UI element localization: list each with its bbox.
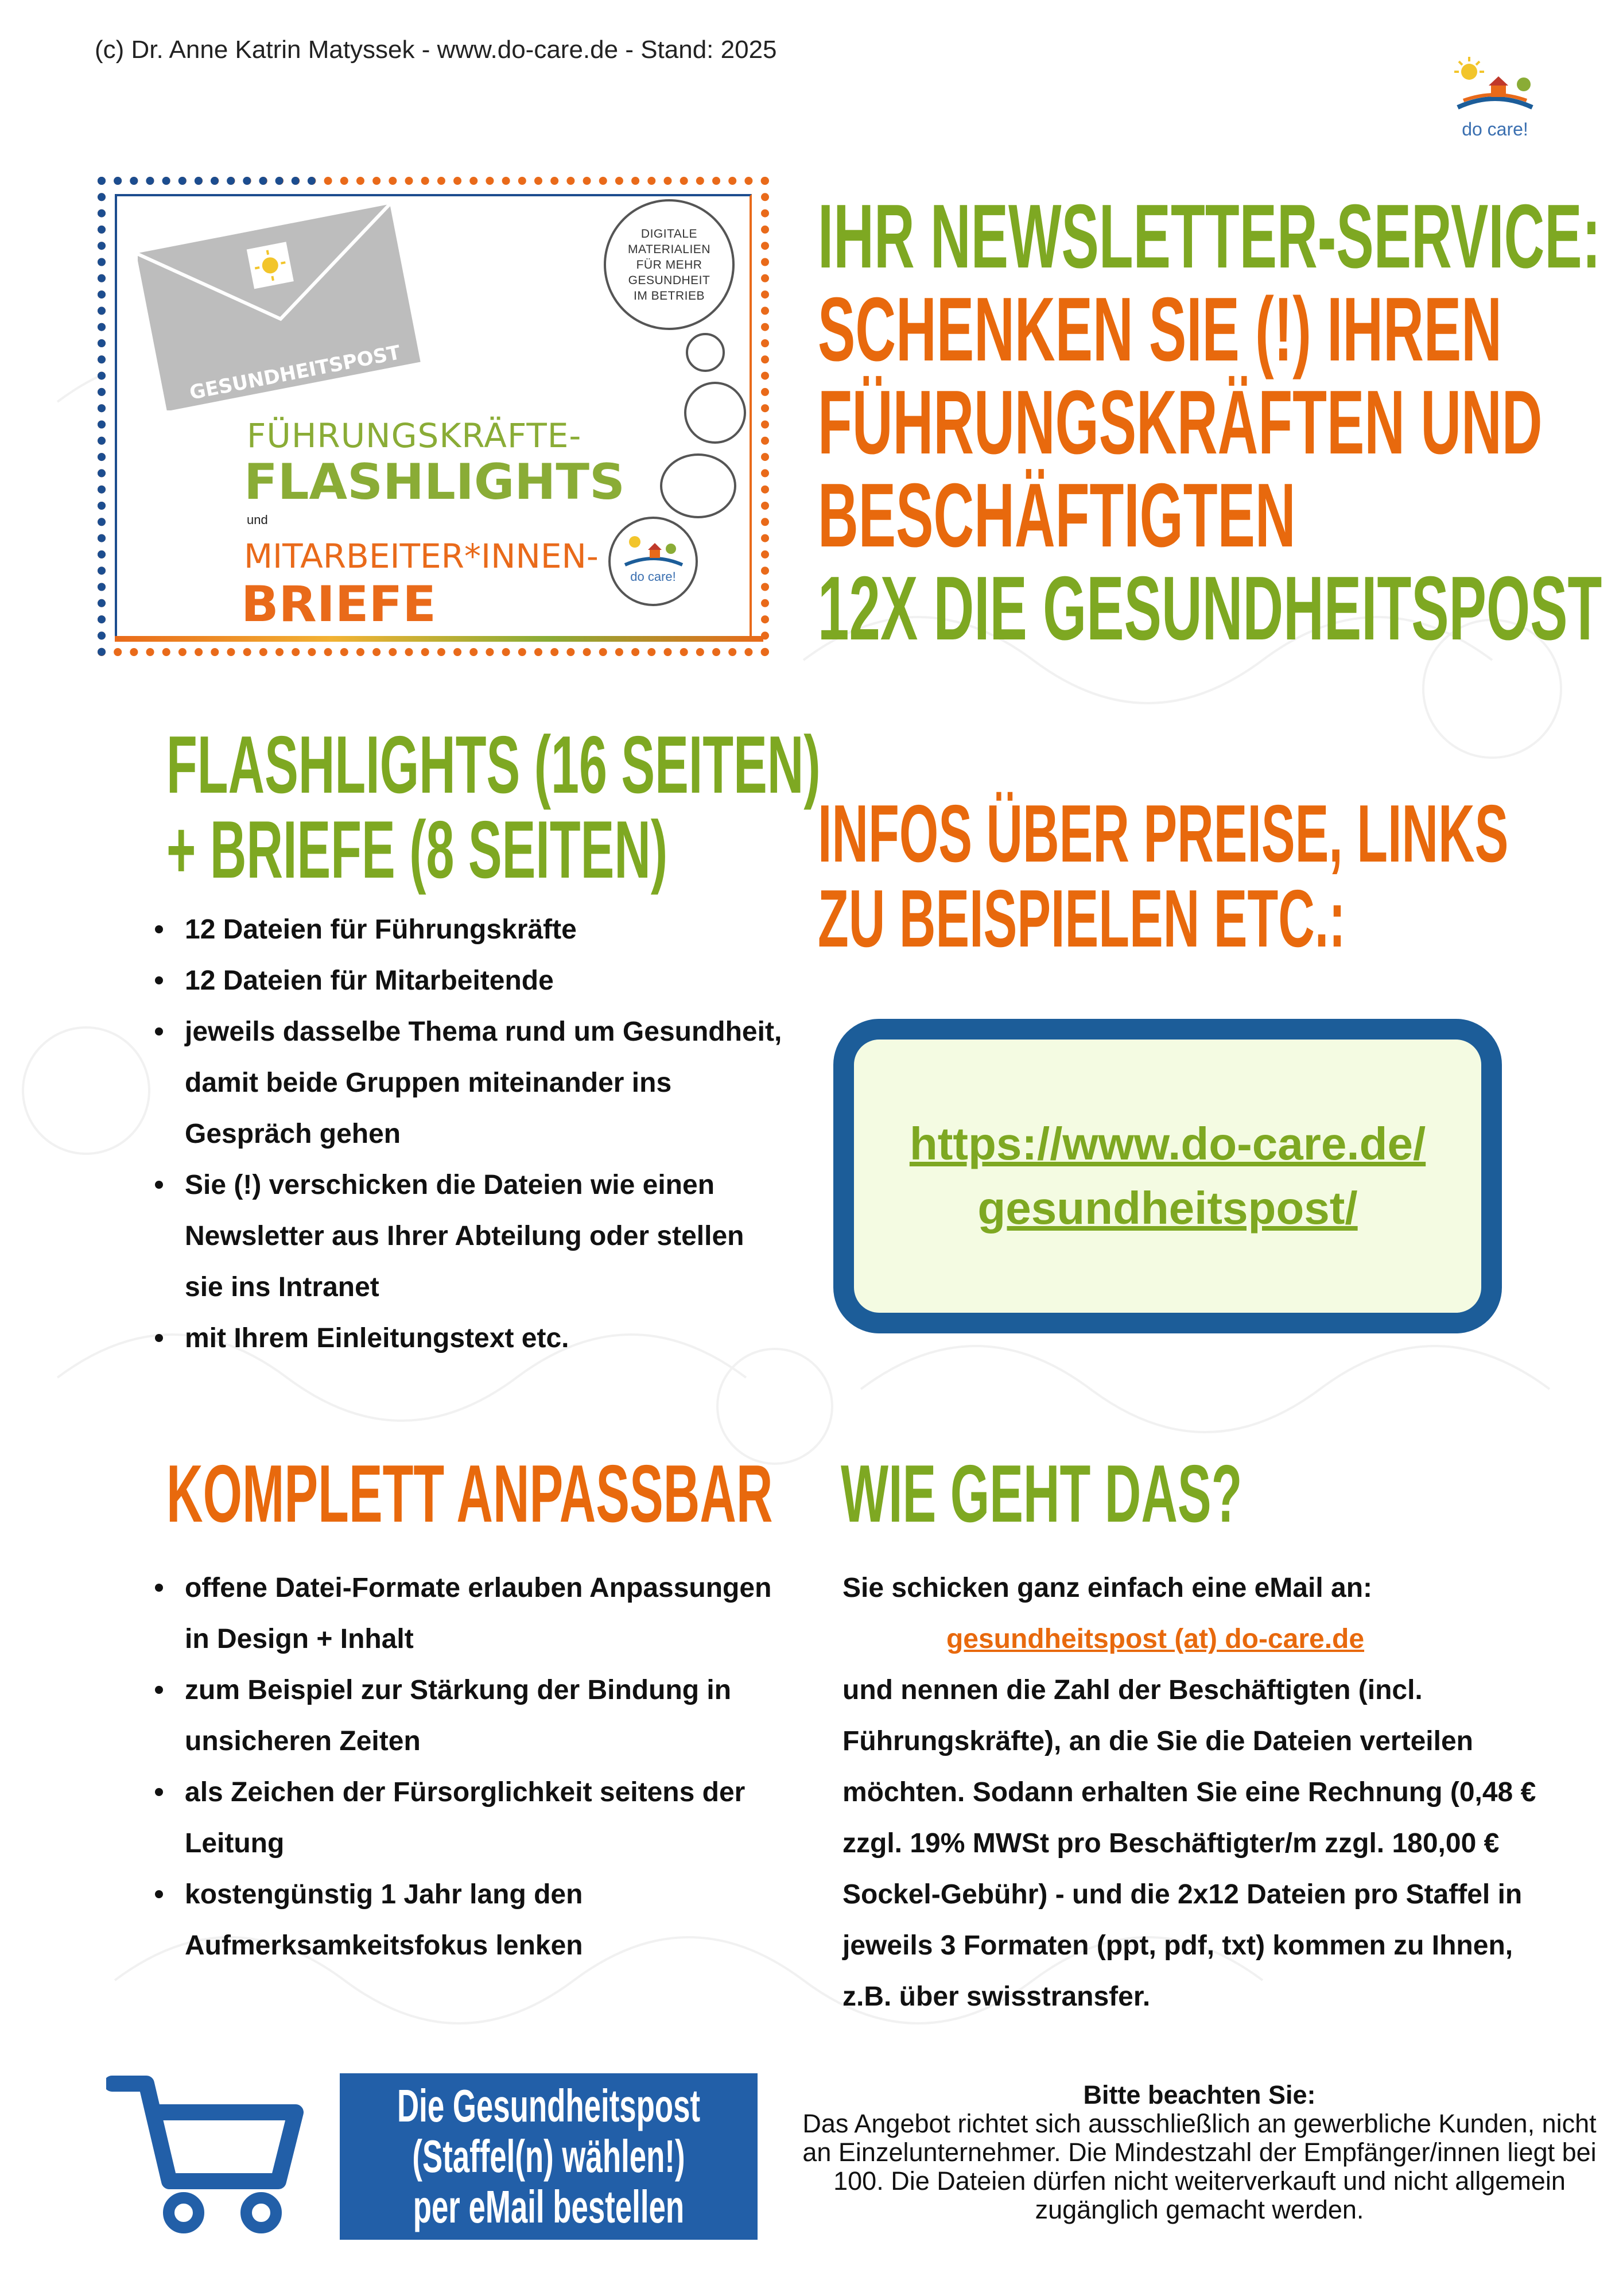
envelope-icon (138, 204, 425, 410)
order-button-line: per eMail bestellen (413, 2181, 685, 2232)
thought-bubble-small (684, 382, 746, 444)
order-button[interactable] (340, 2073, 758, 2240)
bubble-line: MATERIALIEN (628, 242, 710, 256)
order-button-line: Die Gesundheitspost (397, 2080, 701, 2131)
stamp-flashlights-label: FLASHLIGHTS (244, 453, 625, 511)
list-item: jeweils dasselbe Thema rund um Gesundheit, damit beide Gruppen miteinander ins Gespräch gehen (185, 1006, 787, 1159)
envelope-label: GESUNDHEITSPOST (187, 341, 403, 405)
logo-text: do care! (1462, 119, 1528, 139)
order-button-line: (Staffel(n) wählen!) (412, 2131, 685, 2182)
list-item: offene Datei-Formate erlauben Anpassungen in Design + Inhalt (185, 1562, 787, 1665)
flashlights-list (154, 904, 787, 1364)
infos-heading: ZU BEISPIELEN ETC.: (818, 873, 1346, 964)
bubble-logo (608, 517, 698, 606)
main-heading-line: FÜHRUNGSKRÄFTEN UND (818, 372, 1543, 473)
legal-note (801, 2081, 1598, 2224)
email-link[interactable]: gesundheitspost (at) do-care.de (946, 1624, 1365, 1654)
bubble-line: GESUNDHEIT (628, 273, 710, 287)
bubble-line: DIGITALE (640, 227, 698, 241)
komplett-list (154, 1562, 787, 1971)
stamp-color-bar (115, 636, 763, 642)
thought-bubble-small (660, 453, 736, 518)
infos-heading: INFOS ÜBER PREISE, LINKS (818, 788, 1509, 879)
wie-heading: WIE GEHT DAS? (841, 1448, 1243, 1539)
list-item: kostengünstig 1 Jahr lang den Aufmerksamkeitsfokus lenken (185, 1869, 787, 1971)
list-item: 12 Dateien für Mitarbeitende (185, 955, 787, 1006)
copyright-text: (c) Dr. Anne Katrin Matyssek - www.do-care.de - Stand: 2025 (95, 36, 777, 64)
wie-text: und nennen die Zahl der Beschäftigten (incl. Führungskräfte), an die Sie die Dateien verteilen möchten. Sodann erhalten Sie eine Rechnung (0,48 € zzgl. 19% MWSt pro Beschäftigter/m zzgl. 180,00 € Sockel-Gebühr) - und die 2x12 Dateien pro Staffel in jeweils 3 Formaten (ppt, pdf, txt) kommen zu Ihnen, z.B. über swisstransfer. (842, 1675, 1536, 2012)
list-item: als Zeichen der Fürsorglichkeit seitens der Leitung (185, 1767, 787, 1869)
flashlights-heading: FLASHLIGHTS (16 SEITEN) (166, 719, 821, 810)
main-heading-line: BESCHÄFTIGTEN (818, 465, 1296, 566)
wie-intro: Sie schicken ganz einfach eine eMail an: (842, 1573, 1372, 1603)
komplett-heading: KOMPLETT ANPASSBAR (166, 1448, 773, 1539)
wie-body (842, 1562, 1560, 2022)
stamp-und-label: und (247, 513, 268, 527)
stamp-fk-label: FÜHRUNGSKRÄFTE- (247, 416, 582, 455)
list-item: mit Ihrem Einleitungstext etc. (185, 1313, 787, 1364)
flashlights-heading: + BRIEFE (8 SEITEN) (166, 804, 668, 895)
list-item: 12 Dateien für Führungskräfte (185, 904, 787, 955)
stamp-edge-top (98, 177, 316, 194)
do-care-logo (1446, 55, 1544, 146)
stamp-briefe-label: BRIEFE (241, 576, 437, 633)
logo-icon (611, 519, 696, 571)
list-item: zum Beispiel zur Stärkung der Bindung in unsicheren Zeiten (185, 1665, 787, 1767)
thought-bubble-small (686, 333, 725, 372)
gesundheitspost-link-line2[interactable]: gesundheitspost/ (977, 1182, 1358, 1234)
main-heading-line: IHR NEWSLETTER-SERVICE: (818, 186, 1601, 287)
note-title: Bitte beachten Sie: (1083, 2080, 1316, 2109)
main-heading-line: 12X DIE GESUNDHEITSPOST (818, 558, 1602, 659)
list-item: Sie (!) verschicken die Dateien wie einen Newsletter aus Ihrer Abteilung oder stellen sie ins Intranet (185, 1159, 787, 1313)
shopping-cart-icon[interactable] (106, 2066, 307, 2239)
gesundheitspost-link-line1[interactable]: https://www.do-care.de/ (909, 1118, 1426, 1169)
main-heading-line: SCHENKEN SIE (!) IHREN (818, 279, 1502, 380)
bubble-line: IM BETRIEB (633, 289, 705, 302)
bubble-line: FÜR MEHR (636, 258, 702, 272)
note-text: Das Angebot richtet sich ausschließlich an gewerbliche Kunden, nicht an Einzelunternehmer. Die Mindestzahl der Empfänger/innen liegt bei 100. Die Dateien dürfen nicht weiterverkauft und nicht allgemein zugänglich gemacht werden. (802, 2109, 1597, 2224)
logo-icon (1446, 55, 1544, 118)
stamp-ma-label: MITARBEITER*INNEN- (244, 537, 599, 576)
stamp-edge-left (98, 177, 121, 656)
bubble-logo-text: do care! (630, 569, 676, 584)
link-box (833, 1019, 1502, 1333)
thought-bubble (604, 199, 735, 330)
